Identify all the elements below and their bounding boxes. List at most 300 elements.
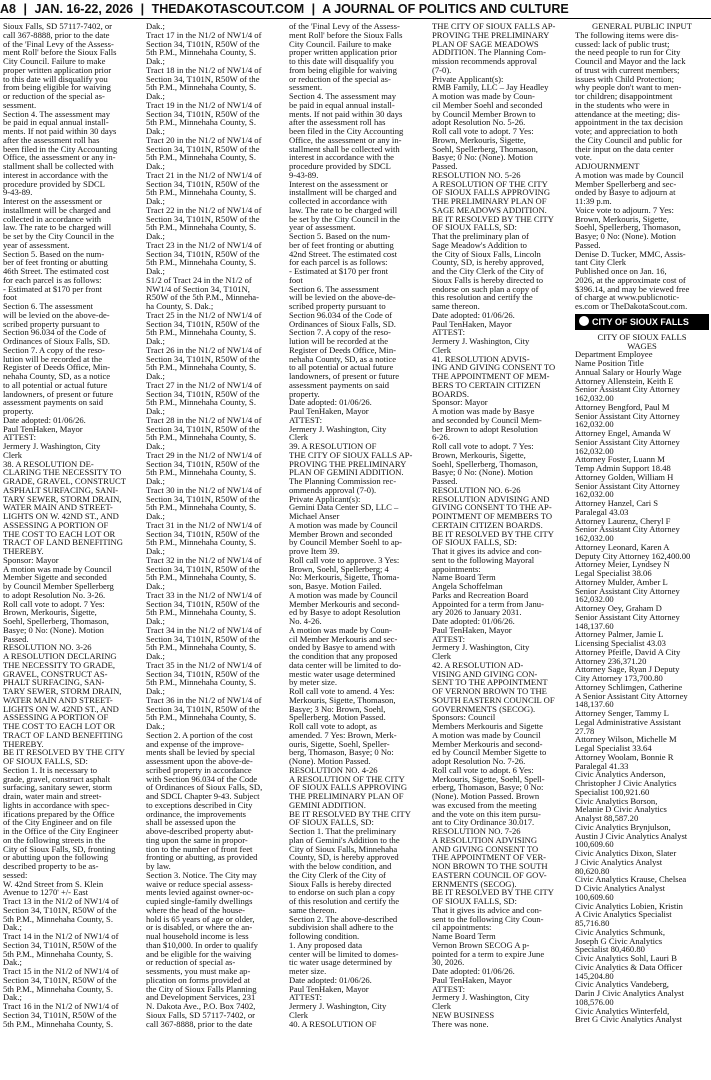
text-line: City Council. Failure to make <box>289 38 392 49</box>
text-line: scribed property pursuant to <box>3 318 100 329</box>
text-line: ATTEST: <box>432 983 465 994</box>
text-line: Dak.; <box>146 581 165 591</box>
text-line: WATER MAIN AND STREET- <box>3 694 113 705</box>
text-line: Ordinances of Sioux Falls, SD. <box>3 336 110 346</box>
text-line: Senior Assistant City Attorney <box>575 480 680 491</box>
text-line: ING AND GIVING CONSENT TO <box>432 362 556 373</box>
text-line: Section 34, T101N, R50W of the <box>146 493 260 504</box>
text-line: procedure provided by SDCL <box>3 178 105 189</box>
text-line: Civic Analytics Anderson, <box>575 769 666 780</box>
text-line: Attorney Engel, Amanda W <box>575 428 671 438</box>
text-line: S1/2 of Tract 24 in the N1/2 of <box>146 274 252 285</box>
text-line: Section 34, T101N, R50W of the <box>146 38 260 49</box>
text-line: THE CITY OF SIOUX FALLS AP- <box>289 449 413 460</box>
text-line: call 367-8888, prior to the date <box>146 1018 253 1029</box>
text-line: cil appointments: <box>432 922 492 933</box>
text-line: 5th P.M., Minnehaha County, S. <box>146 642 256 653</box>
text-line: Brown, Merkouris, Sigette, <box>432 449 526 460</box>
text-line: Jermery J. Washington, City <box>289 1001 387 1011</box>
text-line: CITY OF SIOUX FALLS <box>597 331 687 342</box>
text-line: Roll call vote to adopt. 7 Yes: <box>3 598 105 609</box>
text-line: Jermery J. Washington, City <box>3 441 101 451</box>
text-line: tion to the number of front feet <box>146 843 253 854</box>
text-line: PROVING THE PRELIMINARY <box>289 458 407 469</box>
text-line: stallment shall be collected with <box>3 161 114 171</box>
text-line: the need people to run for City <box>575 47 681 58</box>
text-line: City Attorney 173,700.80 <box>575 673 663 683</box>
text-line: or reduction of the special as- <box>289 73 391 84</box>
text-line: Clerk <box>289 432 309 443</box>
text-line: 5th P.M., Minnehaha County, S. <box>146 432 256 443</box>
column-5 <box>575 22 709 1078</box>
text-line: TRACT OF LAND BENEFITING <box>3 729 123 740</box>
text-line: described property to be as- <box>3 861 99 871</box>
column-1 <box>3 22 140 1078</box>
text-line: 5th P.M., Minnehaha County, S. <box>146 222 256 233</box>
text-line: Michael Anser <box>289 511 340 521</box>
text-line: VISING AND GIVING CON- <box>432 668 538 679</box>
text-line: after the assessment roll has <box>289 117 386 128</box>
text-line: GRAVEL, CONSTRUCT AS- <box>3 668 108 679</box>
text-line: THE PRELIMINARY PLAN OF <box>432 196 547 206</box>
text-line: the City Clerk of the City of <box>289 869 386 880</box>
text-line: Dak.; <box>3 922 22 933</box>
text-line: shall be assessed upon the <box>146 817 236 828</box>
text-line: NW1/4 of Section 34, T101N, <box>146 283 250 294</box>
text-line: Basye; 3 No: Brown, Soehl, <box>289 703 386 714</box>
text-line: call 367-8888, prior to the date <box>3 29 110 40</box>
text-line: Tract 16 in the N1/2 of NW1/4 of <box>3 1001 119 1011</box>
text-line: 5th P.M., Minnehaha County, S. <box>146 187 256 198</box>
text-line: landowners, of present or future <box>3 388 114 399</box>
text-line: OF SIOUX FALLS, SD: <box>432 222 517 233</box>
text-line: ADJOURNMENT <box>575 161 640 171</box>
text-line: Section 5. Based on the num- <box>289 231 391 241</box>
text-line: Senior Assistant City Attorney <box>575 524 680 535</box>
text-line: Attorney Foster, Luann M <box>575 454 665 465</box>
text-line: No: Merkouris, Sigette, Thoma- <box>289 572 400 583</box>
text-line: 40. A RESOLUTION OF <box>289 1018 377 1029</box>
text-line: Date adopted: 01/06/26. <box>432 966 515 976</box>
text-line: 162,032.00 <box>575 393 614 403</box>
text-line: Denise D. Tucker, MMC, Assis- <box>575 248 686 259</box>
text-line: Sioux Falls, SD 57117-7402, or <box>3 22 113 31</box>
text-line: Civic Analytics Borson, <box>575 795 658 806</box>
text-line: J Civic Analytics Analyst <box>575 856 663 867</box>
text-line: No. 4-26. <box>289 616 322 626</box>
text-line: Civic Analytics Schmunk, <box>575 926 665 937</box>
text-line: POINTMENT OF MEMBERS TO <box>432 511 553 521</box>
text-line: by Council Member Soehl to ap- <box>289 537 402 548</box>
text-line: ATTEST: <box>3 432 36 443</box>
text-line: ed by Council Member Sigette to <box>432 747 547 758</box>
text-line: Dak.; <box>146 441 165 451</box>
text-line: Roll call vote to approve. 3 Yes: <box>289 554 400 565</box>
text-line: of the 'Final Levy of the Assess- <box>3 38 114 49</box>
text-line: Section 34, T101N, R50W of the <box>3 939 117 950</box>
text-line: Tract 27 in the N1/2 of NW1/4 of <box>146 379 262 390</box>
text-line: sessment. <box>3 99 37 110</box>
text-line: Dak.; <box>146 686 165 696</box>
text-line: Austin J Civic Analytics Analyst <box>575 830 688 841</box>
text-line: Jermery J. Washington, City <box>432 642 530 653</box>
text-line: Civic Analytics Krause, Chelsea <box>575 874 687 885</box>
text-line: Civic Analytics & Data Officer <box>575 961 683 972</box>
text-line: 2026, at the approximate cost of <box>575 274 686 285</box>
text-line: nual household income is less <box>146 931 249 941</box>
text-line: Parks and Recreation Board <box>432 589 529 600</box>
text-line: Section 34, T101N, R50W of the <box>146 598 260 609</box>
text-line: ADDITION. The Planning Com- <box>432 47 546 58</box>
text-line: pointed for a term to expire June <box>432 948 545 959</box>
text-line: of this resolution and certify the <box>289 896 400 906</box>
text-line: Appointed for a term from Janu- <box>432 598 544 609</box>
text-line: (None). Motion Passed. Brown <box>432 791 540 801</box>
text-line: County, SD, is hereby approved <box>289 852 399 863</box>
text-line: Licensing Specialist 43.03 <box>575 638 666 648</box>
text-line: in the students who were in <box>575 99 670 110</box>
text-line: sessed: <box>3 869 28 880</box>
text-line: Attorney Woolam, Bonnie R <box>575 751 674 762</box>
text-line: Section 2. The above-described <box>289 913 398 924</box>
text-line: 5th P.M., Minnehaha County, S. <box>146 502 256 513</box>
text-line: Section 34, T101N, R50W of the <box>146 528 260 539</box>
text-line: ed by Basye to adopt Resolution <box>289 607 401 618</box>
text-line: Dak.; <box>146 651 165 661</box>
banner-label: CITY OF SIOUX FALLS <box>592 316 689 327</box>
text-line: installment will be charged and <box>289 187 397 198</box>
text-line: Passed. <box>575 239 601 250</box>
text-line: Date adopted: 01/06/26. <box>289 397 372 408</box>
text-line: Member Spellerberg and sec- <box>575 178 677 189</box>
text-line: 5th P.M., Minnehaha County, S. <box>146 677 256 688</box>
text-line: Dak.; <box>146 476 165 486</box>
text-line: Dak.; <box>146 231 165 241</box>
text-line: Analyst 88,587.20 <box>575 813 639 823</box>
text-line: Name Board Term <box>432 931 496 941</box>
text-line: That it gives its advice and con- <box>432 904 542 915</box>
text-line: Basye; 0 No: (None). Motion <box>575 231 676 241</box>
text-line: their input on the data center <box>575 143 674 154</box>
text-line: OF SIOUX FALLS, SD: <box>3 756 88 766</box>
text-line: Paralegal 41.33 <box>575 760 629 771</box>
page-header <box>0 0 711 19</box>
text-line: be paid in equal annual install- <box>3 117 109 128</box>
text-line: PLAN OF SAGE MEADOWS <box>432 38 539 49</box>
text-line: Attorney Leonard, Karen A <box>575 541 670 552</box>
text-line: to all potential or actual future <box>3 379 108 390</box>
text-line: Section 34, T101N, R50W of the <box>3 904 117 915</box>
text-line: Section 7. A copy of the reso- <box>289 327 391 338</box>
text-line: adopt Resolution No. 7-26. <box>432 756 526 766</box>
text-line: Tract 17 in the N1/2 of NW1/4 of <box>146 29 262 40</box>
text-line: Dak.; <box>146 91 165 101</box>
text-line: same thereon. <box>432 301 480 311</box>
text-line: Dak.; <box>146 266 165 276</box>
text-line: GOVERNMENTS (SECOG). <box>432 703 536 714</box>
text-line: 5th P.M., Minnehaha County, S. <box>3 1018 113 1029</box>
text-line: Interest on the assessment or <box>3 196 102 206</box>
text-line: ment Roll' before the Sioux Falls <box>289 29 403 40</box>
text-line: Legal Specialist 33.64 <box>575 743 652 753</box>
text-line: Paul TenHaken, Mayor <box>432 624 512 635</box>
text-line: and seconded by Council Mem- <box>432 414 542 425</box>
text-line: The following items were dis- <box>575 29 679 40</box>
text-line: Dak.; <box>3 992 22 1003</box>
text-line: sessment. <box>289 82 323 93</box>
text-line: A motion was made by Coun- <box>432 91 535 101</box>
text-line: endorse on such plan a copy of <box>432 283 539 294</box>
text-line: GIVING CONSENT TO THE AP- <box>432 502 552 513</box>
text-line: Private Applicant(s): <box>289 493 361 504</box>
text-line: Gemini Data Center SD, LLC – <box>289 502 399 513</box>
text-line: fronting or abutting, as provided <box>146 852 258 863</box>
text-line: ant to City Ordinance 30.017. <box>432 817 535 828</box>
text-line: grade, gravel, construct asphalt <box>3 773 111 784</box>
text-line: collected in accordance with <box>289 196 388 206</box>
text-line: of the City Engineer and on file <box>3 817 112 828</box>
text-line: and be eligible for the waiving <box>146 948 252 959</box>
text-line: data center will be limited to do- <box>289 659 402 670</box>
text-line: Register of Deeds Office, Min- <box>3 362 110 373</box>
text-line: Name Board Term <box>432 572 496 583</box>
text-line: Attorney Bengford, Paul M <box>575 401 670 412</box>
text-line: Tract 20 in the N1/2 of NW1/4 of <box>146 134 262 145</box>
text-line: RESOLUTION NO. 3-26 <box>3 642 92 653</box>
text-line: Senior Assistant City Attorney <box>575 384 680 395</box>
text-line: Name Position Title <box>575 358 644 368</box>
text-line: THE COST TO EACH LOT OR <box>3 721 116 731</box>
text-line: Civic Analytics Brynjulson, <box>575 821 671 832</box>
site-link[interactable]: THEDAKOTASCOUT.COM <box>151 2 305 16</box>
text-line: Melanie D Civic Analytics <box>575 804 667 815</box>
text-line: ber Brown to adopt Resolution <box>432 423 538 434</box>
text-line: tic water usage determined by <box>289 957 393 968</box>
text-line: 5th P.M., Minnehaha County, S. <box>146 467 256 478</box>
text-line: Bret G Civic Analytics Analyst <box>575 1014 682 1025</box>
text-line: will be levied on the above-de- <box>289 292 396 303</box>
text-line: Clerk <box>432 651 452 661</box>
text-line: ASSESSING A PORTION OF <box>3 712 109 723</box>
text-line: Section 3. Notice. The City may <box>146 869 257 880</box>
text-line: 1. Any proposed data <box>289 939 363 950</box>
text-line: or reduction of the special as- <box>3 91 105 101</box>
text-line: Section 34, T101N, R50W of the <box>146 668 260 679</box>
text-line: for each parcel is as follows: <box>289 257 388 268</box>
text-line: be paid in equal annual install- <box>289 99 395 110</box>
text-line: 11:39 p.m. <box>575 196 612 206</box>
text-line: Clerk <box>289 1009 309 1020</box>
text-line: Section 6. The assessment <box>289 283 380 294</box>
text-line: GEMINI ADDITION. <box>289 799 366 810</box>
text-line: Senior Assistant City Attorney <box>575 410 680 421</box>
text-line: Tract 22 in the N1/2 of NW1/4 of <box>146 204 262 215</box>
text-line: Sponsors: Council <box>432 712 496 723</box>
text-line: cupied single-family dwellings <box>146 896 253 906</box>
public-input-section <box>575 22 709 311</box>
text-line: Section 96.034 of the Code of <box>289 309 393 320</box>
text-line: by Council Member Brown to <box>432 108 536 119</box>
text-line: Attorney Palmer, Jamie L <box>575 629 664 640</box>
text-line: Sage Meadow's Addition to <box>432 239 527 250</box>
text-line: 162,032.00 <box>575 419 614 430</box>
text-line: Legal Specialist 38.06 <box>575 568 652 578</box>
text-line: vote; and appreciation to both <box>575 126 678 136</box>
text-line: 5th P.M., Minnehaha County, S. <box>146 712 256 723</box>
text-line: Dak.; <box>146 22 165 31</box>
text-line: plication on forms provided at <box>146 974 251 985</box>
text-line: Civic Analytics Dixon, Slater <box>575 848 677 858</box>
text-line: Dak.; <box>146 721 165 731</box>
text-line: son, Basye. Motion Failed. <box>289 581 382 591</box>
text-line: A RESOLUTION OF THE CITY <box>289 773 405 784</box>
text-line: OF SIOUX FALLS APPROVING <box>289 782 408 793</box>
text-line: 9-43-89. <box>289 169 319 180</box>
text-line: cussed: lack of public trust; <box>575 38 670 49</box>
text-line: Clerk <box>3 449 23 460</box>
text-line: 5th P.M., Minnehaha County, S. <box>3 913 113 924</box>
text-line: law. The rate to be charged will <box>289 204 398 215</box>
text-line: BE IT RESOLVED BY THE CITY <box>289 808 411 819</box>
text-line: Tract 14 in the N1/2 of NW1/4 of <box>3 931 119 941</box>
text-line: RMB Family, LLC – Jay Headley <box>432 82 549 93</box>
text-line: procedure provided by SDCL <box>289 161 391 171</box>
text-line: foot <box>289 274 303 285</box>
text-line: Brown, Merkouris, Sigette, <box>432 134 526 145</box>
text-line: nehaha County, SD, as a notice <box>3 371 111 381</box>
text-line: Legal Administrative Assistant <box>575 716 681 727</box>
text-line: 162,032.00 <box>575 445 614 456</box>
text-line: sent to the following Mayoral <box>432 554 535 565</box>
text-line: ATTEST: <box>432 327 465 338</box>
text-line: Attorney Allenstein, Keith E <box>575 375 674 386</box>
text-line: Brown, Merkouris, Sigette, <box>575 213 669 224</box>
text-line: (7-0). <box>432 64 452 75</box>
text-line: Date adopted: 01/06/26. <box>3 414 86 425</box>
text-line: Senior Assistant City Attorney <box>575 611 680 622</box>
text-line: CERTAIN CITIZEN BOARDS. <box>432 519 543 530</box>
text-line: Section 34, T101N, R50W of the <box>146 388 260 399</box>
text-line: 162,032.00 <box>575 489 614 500</box>
text-line: tor children; disappointment <box>575 91 673 101</box>
text-line: Attorney Meier, Lyndsey N <box>575 559 670 570</box>
text-line: year of assessment. <box>3 239 70 250</box>
text-line: ments shall be levied by special <box>146 747 256 758</box>
text-line: Jermery J. Washington, City <box>432 992 530 1003</box>
text-line: year of assessment. <box>289 222 356 233</box>
text-line: THE COST TO EACH LOT OR <box>3 528 116 539</box>
text-line: RESOLUTION NO. 4-26 <box>289 764 378 775</box>
text-line: where the head of the house- <box>146 904 246 915</box>
text-line: 5th P.M., Minnehaha County, S. <box>146 537 256 548</box>
header-separator: | <box>140 2 145 16</box>
text-line: Sioux Falls is hereby directed to <box>432 274 543 285</box>
text-line: 5th P.M., Minnehaha County, S. <box>146 82 256 93</box>
text-line: Attorney Schlimgen, Catherine <box>575 681 683 692</box>
text-line: Section 7. A copy of the reso- <box>3 344 105 355</box>
text-line: A Civic Analytics Specialist <box>575 909 672 920</box>
text-line: BE IT RESOLVED BY THE CITY <box>3 747 125 758</box>
text-line: this resolution and certify the <box>432 292 533 303</box>
text-line: SENT TO THE APPOINTMENT <box>432 677 548 688</box>
text-line: ments levied against owner-oc- <box>146 887 254 898</box>
text-line: Attorney Golden, William H <box>575 471 674 482</box>
text-line: ifications prepared by the Office <box>3 808 115 819</box>
text-line: A motion was made by Council <box>575 169 684 180</box>
text-line: stallment shall be collected with <box>289 143 400 154</box>
text-line: Brown, Soehl, Spellerberg; 4 <box>289 563 389 574</box>
text-line: Section 34, T101N, R50W of the <box>146 318 260 329</box>
text-line: assessment payments on said <box>289 379 390 390</box>
text-line: 39. A RESOLUTION OF <box>289 441 377 451</box>
text-line: or abutting upon the following <box>3 852 109 863</box>
text-line: SOUTH EASTERN COUNCIL OF <box>432 694 555 705</box>
text-line: Attorney Senger, Tammy L <box>575 708 669 718</box>
page-number: A8 <box>0 2 16 16</box>
text-line: appointments: <box>432 563 481 574</box>
text-line: plan of Gemini's Addition to the <box>289 834 400 845</box>
text-line: That the preliminary plan of <box>432 231 529 241</box>
text-line: meter size. <box>289 966 327 976</box>
text-line: law. The rate to be charged will <box>3 222 112 233</box>
text-line: of the 'Final Levy of the Assess- <box>289 22 400 31</box>
text-line: ha County, S. Dak.; <box>146 301 214 311</box>
text-line: 85,716.80 <box>575 918 610 928</box>
text-line: RESOLUTION NO. 5-26 <box>432 169 521 180</box>
text-line: Roll call vote to adopt. 6 Yes: <box>432 764 534 775</box>
text-line: Section 34, T101N, R50W of the <box>3 1009 117 1020</box>
text-line: Section 34, T101N, R50W of the <box>146 458 260 469</box>
text-line: Tract 36 in the N1/2 of NW1/4 of <box>146 694 262 705</box>
text-line: Section 34, T101N, R50W of the <box>146 143 260 154</box>
text-line: OF SIOUX FALLS APPROVING <box>432 187 551 198</box>
text-line: Section 1. It is necessary to <box>3 764 98 775</box>
text-line: WATER MAIN AND STREET- <box>3 502 113 513</box>
text-line: Dak.; <box>146 616 165 626</box>
text-line: Soehl, Spellerberg, Thomason, <box>575 222 681 233</box>
text-line: PROVING THE PRELIMINARY <box>432 29 550 40</box>
text-line: Dak.; <box>146 371 165 381</box>
text-line: hold is 65 years of age or older, <box>146 913 255 924</box>
text-line: EASTERN COUNCIL OF GOV- <box>432 869 547 880</box>
text-line: lution will be recorded at the <box>289 336 389 346</box>
text-line: Sioux Falls is hereby directed <box>289 878 392 889</box>
text-line: - Estimated at $170 per front <box>289 266 389 276</box>
text-line: Civic Analytics Lobien, Kristin <box>575 900 683 911</box>
text-line: 80,620.80 <box>575 865 610 876</box>
text-line: 5th P.M., Minnehaha County, S. <box>3 948 113 959</box>
text-line: Angela Schoffelman <box>432 581 503 591</box>
text-line: interest in accordance with the <box>3 169 108 180</box>
text-line: 5th P.M., Minnehaha County, S. <box>146 47 256 58</box>
text-line: Tract 29 in the N1/2 of NW1/4 of <box>146 449 262 460</box>
text-line: Date adopted: 01/06/26. <box>289 974 372 985</box>
text-line: THE NECESSITY TO GRADE, <box>3 659 116 670</box>
text-line: berg, Thomason, Basye; 0 No: <box>289 747 394 758</box>
text-line: AND GIVING CONSENT TO <box>432 843 539 854</box>
text-line: THEREBY. <box>3 738 44 749</box>
text-line: tant City Clerk <box>575 257 627 268</box>
text-line: PLAN OF GEMINI ADDITION. <box>289 467 404 478</box>
text-line: ASSESSING A PORTION OF <box>3 519 109 530</box>
text-line: Tract 18 in the N1/2 of NW1/4 of <box>146 64 262 75</box>
text-line: installment will be charged and <box>3 204 111 215</box>
text-line: Merkouris, Sigette, Soehl, Spell- <box>432 773 545 784</box>
text-line: THE CITY OF SIOUX FALLS AP- <box>432 22 556 31</box>
text-line: Paul TenHaken, Mayor <box>289 983 369 994</box>
text-line: to all potential or actual future <box>289 362 394 373</box>
text-line: ber of feet fronting or abutting <box>3 257 108 268</box>
